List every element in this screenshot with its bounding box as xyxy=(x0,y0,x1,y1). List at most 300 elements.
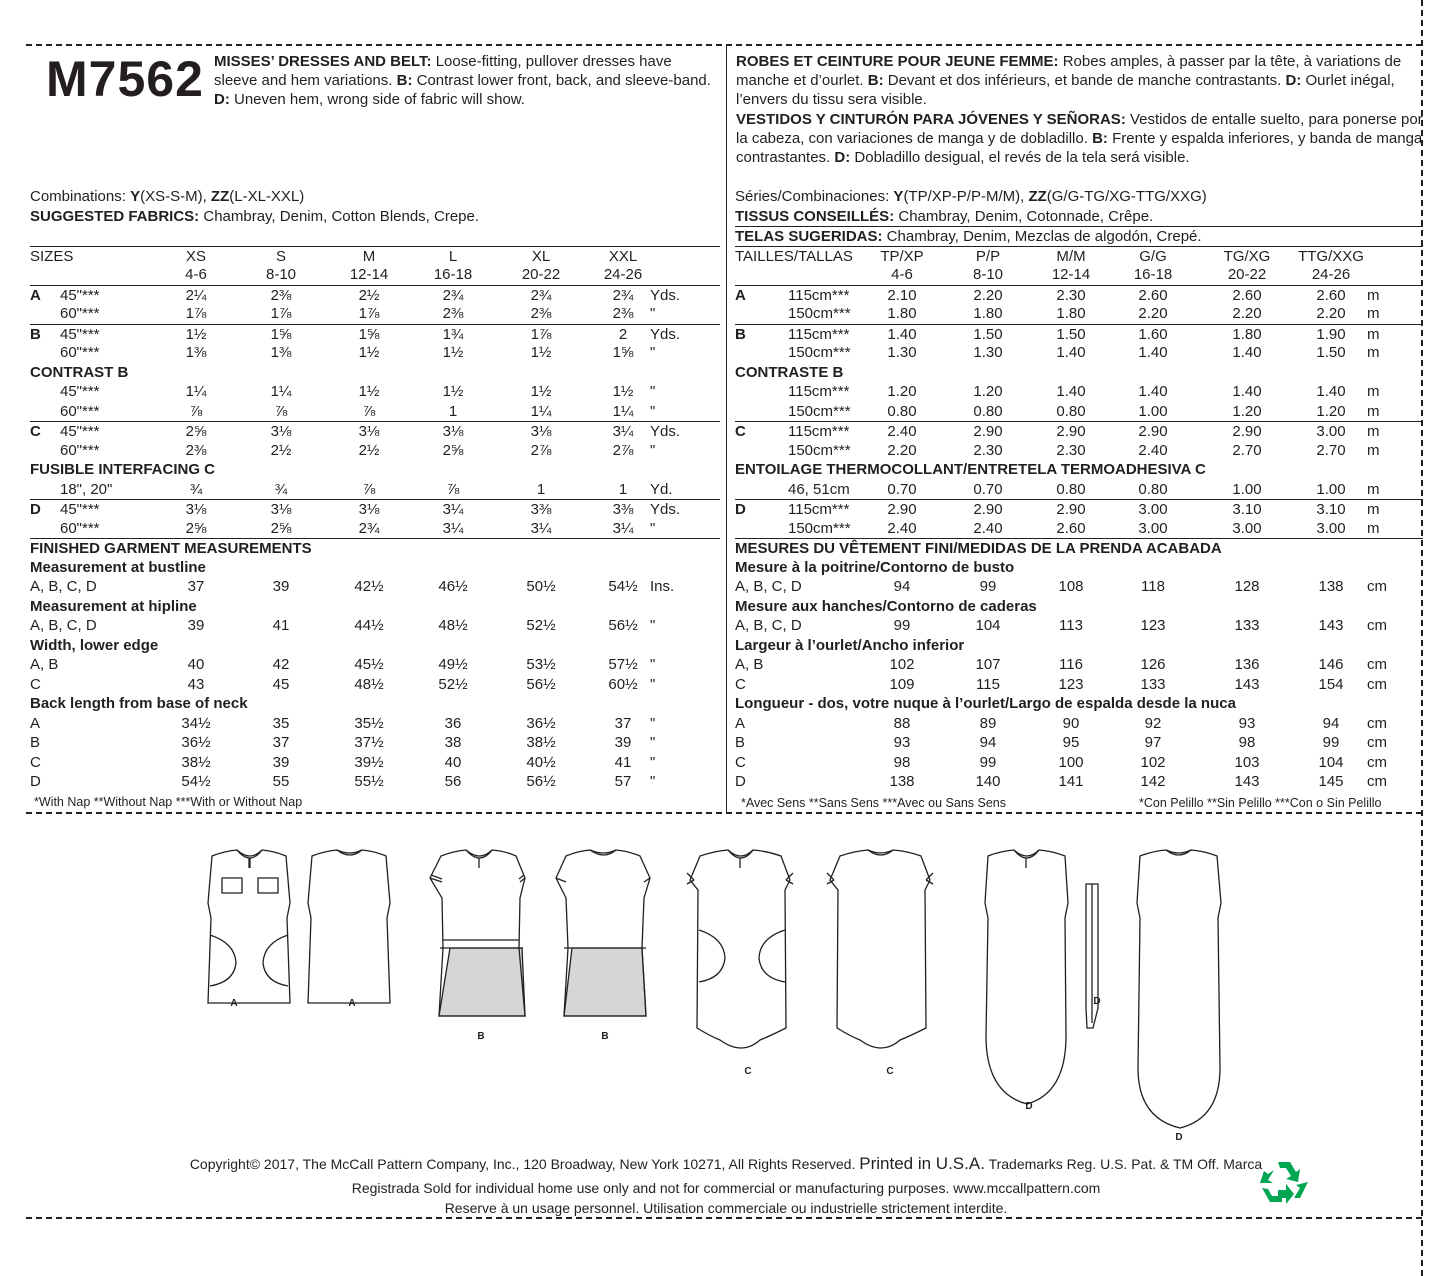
value-cell: 1.80 xyxy=(973,305,1003,322)
value-cell: 128 xyxy=(1234,578,1260,595)
table-row xyxy=(30,675,720,695)
table-row xyxy=(735,733,1423,753)
table-row xyxy=(735,616,1423,636)
view-label: D xyxy=(1025,1101,1033,1112)
section-heading: Back length from base of neck xyxy=(30,695,248,712)
value-cell: 46½ xyxy=(438,578,468,595)
view-d-back-drawing xyxy=(1137,850,1221,1128)
value-cell: 1½ xyxy=(442,344,464,361)
value-cell: 88 xyxy=(893,714,911,732)
table-row xyxy=(30,577,720,597)
fabric-width: 115cm*** xyxy=(788,383,850,400)
value-cell: 89 xyxy=(979,714,997,732)
value-cell: 2⅞ xyxy=(612,441,634,459)
value-cell: 99 xyxy=(893,617,911,634)
value-cell: 1½ xyxy=(185,325,207,343)
value-cell: 52½ xyxy=(438,675,468,693)
row-label: D xyxy=(735,773,746,790)
value-cell: 3¼ xyxy=(612,423,634,440)
value-cell: 1⅞ xyxy=(530,325,552,343)
view-label: A xyxy=(230,998,238,1009)
unit-cell: Yds. xyxy=(650,325,681,343)
value-cell: 1 xyxy=(618,480,628,498)
value-cell: 0.80 xyxy=(1138,480,1168,498)
section-heading: Width, lower edge xyxy=(30,636,159,654)
table-row xyxy=(30,187,720,207)
value-cell: 1.00 xyxy=(1316,480,1346,498)
value-cell: 1.40 xyxy=(1056,383,1086,400)
value-cell: 2⅞ xyxy=(530,441,552,459)
table-row xyxy=(30,460,720,480)
row-label: A xyxy=(735,714,746,732)
value-cell: 1 xyxy=(536,480,546,498)
value-cell: 39 xyxy=(272,578,290,595)
section-heading: Longueur - dos, votre nuque à l’ourlet/Largo de espalda desde la nuca xyxy=(735,695,1236,712)
value-cell: 4-6 xyxy=(891,266,913,283)
value-cell: 40 xyxy=(187,656,205,673)
value-cell: 1.20 xyxy=(1232,402,1262,420)
view-letter: B xyxy=(735,325,746,343)
value-cell: 1¾ xyxy=(442,325,464,343)
value-cell: 1½ xyxy=(530,383,552,400)
value-cell: 3⅛ xyxy=(358,501,380,518)
table-row xyxy=(735,421,1423,441)
value-cell: 3.00 xyxy=(1316,519,1346,537)
value-cell: 3.00 xyxy=(1232,519,1262,537)
value-cell: 2.30 xyxy=(973,441,1003,459)
value-cell: 16-18 xyxy=(1133,266,1173,283)
unit-cell: m xyxy=(1367,344,1380,361)
table-row xyxy=(30,363,720,383)
value-cell: 109 xyxy=(889,675,915,693)
table-row xyxy=(735,655,1423,675)
unit-cell: m xyxy=(1367,286,1380,304)
table-row xyxy=(735,304,1423,324)
value-cell: 3.10 xyxy=(1232,501,1262,518)
value-cell: M xyxy=(362,247,376,265)
value-cell: 1.50 xyxy=(973,325,1003,343)
value-cell: 2⅝ xyxy=(442,441,464,459)
view-a-back-drawing xyxy=(308,850,390,1003)
unit-cell: " xyxy=(650,714,656,732)
table-row xyxy=(30,499,720,519)
unit-cell: m xyxy=(1367,501,1380,518)
value-cell: TP/XP xyxy=(880,247,924,265)
unit-cell: Yds. xyxy=(650,286,681,304)
value-cell: 45 xyxy=(272,675,290,693)
table-row xyxy=(735,441,1423,461)
value-cell: 1.40 xyxy=(887,325,917,343)
value-cell: 2.40 xyxy=(887,519,917,537)
unit-cell: cm xyxy=(1367,753,1387,771)
value-cell: S xyxy=(275,247,287,265)
value-cell: 2⅝ xyxy=(270,519,292,537)
table-row xyxy=(30,402,720,422)
view-c-front-drawing xyxy=(687,850,793,1048)
value-cell: 3¼ xyxy=(442,519,464,537)
unit-cell: cm xyxy=(1367,578,1387,595)
value-cell: 0.70 xyxy=(887,480,917,498)
value-cell: 2¾ xyxy=(612,286,634,304)
value-cell: 94 xyxy=(893,578,911,595)
section-heading: CONTRAST B xyxy=(30,363,129,381)
view-label: D xyxy=(1175,1132,1183,1143)
value-cell: 1⅝ xyxy=(270,325,292,343)
value-cell: 133 xyxy=(1140,675,1166,693)
value-cell: ⅞ xyxy=(362,480,376,498)
value-cell: 34½ xyxy=(181,714,211,732)
value-cell: 123 xyxy=(1140,617,1166,634)
unit-cell: " xyxy=(650,675,656,693)
value-cell: 2¼ xyxy=(185,286,207,304)
table-row xyxy=(735,519,1423,539)
value-cell: 8-10 xyxy=(972,266,1004,283)
value-cell: 55½ xyxy=(354,773,384,790)
value-cell: 55 xyxy=(272,773,290,790)
value-cell: 1.40 xyxy=(1232,344,1262,361)
footnote-spanish: *Con Pelillo **Sin Pelillo ***Con o Sin Pelillo xyxy=(1139,796,1382,810)
footnote-english: *With Nap **Without Nap ***With or Without Nap xyxy=(34,795,303,809)
table-row xyxy=(30,441,720,461)
value-cell: 143 xyxy=(1234,675,1260,693)
value-cell: 1.40 xyxy=(1232,383,1262,400)
fabric-width: 45"*** xyxy=(60,383,100,400)
value-cell: 116 xyxy=(1059,656,1083,673)
value-cell: 2⅝ xyxy=(185,519,207,537)
unit-cell: " xyxy=(650,734,656,751)
fabrics-line: SUGGESTED FABRICS: Chambray, Denim, Cotton Blends, Crepe. xyxy=(30,207,480,225)
unit-cell: " xyxy=(650,344,656,361)
view-label: A xyxy=(348,998,356,1009)
value-cell: 1¼ xyxy=(612,402,634,420)
table-row xyxy=(735,363,1423,383)
value-cell: 95 xyxy=(1062,734,1080,751)
value-cell: 2.20 xyxy=(1316,305,1346,322)
value-cell: 8-10 xyxy=(265,266,297,283)
value-cell: 42½ xyxy=(354,578,384,595)
section-heading: Mesure aux hanches/Contorno de caderas xyxy=(735,597,1037,615)
value-cell: 2.20 xyxy=(1138,305,1168,322)
value-cell: 1⅝ xyxy=(358,325,380,343)
unit-cell: Yds. xyxy=(650,423,681,440)
value-cell: XL xyxy=(531,247,551,265)
fabric-width: 150cm*** xyxy=(788,344,851,361)
value-cell: 98 xyxy=(893,753,911,771)
value-cell: 3¼ xyxy=(612,519,634,537)
value-cell: 20-22 xyxy=(1227,266,1267,283)
value-cell: 108 xyxy=(1058,578,1084,595)
value-cell: 38 xyxy=(444,734,462,751)
value-cell: 41 xyxy=(272,617,290,634)
row-label: A, B, C, D xyxy=(735,578,802,595)
row-label: C xyxy=(735,753,746,771)
value-cell: 3⅛ xyxy=(270,423,292,440)
section-heading: CONTRASTE B xyxy=(735,363,844,381)
unit-cell: Ins. xyxy=(650,578,675,595)
value-cell: 36 xyxy=(444,714,462,732)
value-cell: 2.40 xyxy=(1138,441,1168,459)
value-cell: 36½ xyxy=(181,734,211,751)
value-cell: 123 xyxy=(1058,675,1084,693)
value-cell: 2½ xyxy=(358,441,380,459)
view-letter: A xyxy=(735,286,746,304)
copyright-line-2: Registrada Sold for individual home use only and not for commercial or manufacturing purposes. www.mccallpattern.com xyxy=(351,1180,1101,1196)
value-cell: 2.90 xyxy=(973,501,1003,518)
value-cell: 2⅜ xyxy=(185,441,207,459)
value-cell: 143 xyxy=(1318,617,1344,634)
fabric-width: 45"*** xyxy=(60,501,100,518)
row-label: C xyxy=(30,675,41,693)
unit-cell: Yds. xyxy=(650,501,681,518)
table-row xyxy=(735,324,1423,344)
fabric-width: 115cm*** xyxy=(788,501,850,518)
value-cell: 1.90 xyxy=(1316,325,1346,343)
value-cell: 38½ xyxy=(526,734,556,751)
unit-cell: m xyxy=(1367,423,1380,440)
value-cell: 1.80 xyxy=(1232,325,1262,343)
value-cell: 2.20 xyxy=(973,286,1003,304)
row-label: C xyxy=(735,675,746,693)
table-row xyxy=(30,246,720,266)
table-row xyxy=(30,480,720,500)
value-cell: 60½ xyxy=(608,675,638,693)
section-heading: Measurement at hipline xyxy=(30,597,197,615)
value-cell: 2.30 xyxy=(1056,286,1086,304)
value-cell: 3.10 xyxy=(1316,501,1346,518)
table-row xyxy=(735,187,1423,207)
row-label: A, B, C, D xyxy=(735,617,802,634)
view-b-front-drawing xyxy=(430,850,525,1016)
value-cell: 104 xyxy=(975,617,1001,634)
value-cell: 57½ xyxy=(608,656,638,673)
value-cell: 53½ xyxy=(526,656,556,673)
fabric-width: 18", 20" xyxy=(60,480,113,498)
value-cell: 48½ xyxy=(354,675,384,693)
table-row xyxy=(30,304,720,324)
table-row xyxy=(735,402,1423,422)
value-cell: 3⅛ xyxy=(270,501,292,518)
description-french: ROBES ET CEINTURE POUR JEUNE FEMME: Robes amples, à passer par la tête, à variations de manche et d’ourlet. B: Devant et dos inférieurs, et bande de manche contrastants. D: Ourlet inégal, l’envers du tissu sera visible. xyxy=(736,53,1402,108)
row-label: TAILLES/TALLAS xyxy=(735,247,853,265)
view-label: B xyxy=(477,1031,485,1042)
value-cell: 49½ xyxy=(438,656,468,673)
value-cell: 1½ xyxy=(442,383,464,400)
fabric-width: 60"*** xyxy=(60,402,100,420)
value-cell: 113 xyxy=(1059,617,1083,634)
value-cell: 1⅞ xyxy=(185,305,207,322)
value-cell: 3⅛ xyxy=(185,501,207,518)
value-cell: 12-14 xyxy=(349,266,389,283)
value-cell: 37 xyxy=(614,714,632,732)
value-cell: 39 xyxy=(614,734,632,751)
value-cell: 1.00 xyxy=(1232,480,1262,498)
value-cell: 36½ xyxy=(526,714,556,732)
value-cell: 2¾ xyxy=(442,286,464,304)
value-cell: 2⅜ xyxy=(270,286,292,304)
middle-dashed-divider xyxy=(26,812,1422,814)
view-letter: D xyxy=(735,501,746,518)
table-row xyxy=(735,285,1423,305)
value-cell: 133 xyxy=(1234,617,1260,634)
value-cell: 99 xyxy=(979,753,997,771)
view-c-back-drawing xyxy=(827,850,933,1048)
value-cell: 1⅞ xyxy=(358,305,380,322)
description-english: MISSES’ DRESSES AND BELT: Loose-fitting, pullover dresses have sleeve and hem variations. B: Contrast lower front, back, and sleeve-band. D: Uneven hem, wrong side of fabric will show. xyxy=(214,53,711,108)
unit-cell: " xyxy=(650,773,656,790)
value-cell: 141 xyxy=(1058,773,1084,790)
table-row xyxy=(30,694,720,714)
value-cell: 35 xyxy=(272,714,290,732)
table-row xyxy=(30,636,720,656)
table-row xyxy=(735,246,1423,266)
fabric-width: 115cm*** xyxy=(788,286,850,304)
unit-cell: " xyxy=(650,383,656,400)
value-cell: 2⅜ xyxy=(530,305,552,322)
value-cell: 102 xyxy=(889,656,915,673)
value-cell: XS xyxy=(185,247,207,265)
table-row xyxy=(30,733,720,753)
value-cell: 2.40 xyxy=(887,423,917,440)
value-cell: 41 xyxy=(614,753,632,771)
table-row xyxy=(735,207,1423,227)
value-cell: 107 xyxy=(975,656,1001,673)
value-cell: 94 xyxy=(1322,714,1340,732)
value-cell: 38½ xyxy=(181,753,211,771)
value-cell: 2.40 xyxy=(973,519,1003,537)
value-cell: 56½ xyxy=(608,617,638,634)
value-cell: 115 xyxy=(976,675,1000,693)
fabric-width: 150cm*** xyxy=(788,402,851,420)
unit-cell: Yd. xyxy=(650,480,673,498)
value-cell: 145 xyxy=(1318,773,1344,790)
value-cell: 102 xyxy=(1140,753,1166,771)
pattern-number: M7562 xyxy=(46,51,204,107)
value-cell: ¾ xyxy=(189,480,203,498)
fabric-width: 115cm*** xyxy=(788,423,850,440)
row-label: A, B xyxy=(735,656,764,673)
table-row xyxy=(735,714,1423,734)
value-cell: 93 xyxy=(893,734,911,751)
unit-cell: " xyxy=(650,753,656,771)
value-cell: 92 xyxy=(1144,714,1162,732)
value-cell: TG/XG xyxy=(1223,247,1271,265)
value-cell: 3.00 xyxy=(1138,519,1168,537)
unit-cell: m xyxy=(1367,519,1380,537)
table-row xyxy=(30,753,720,773)
value-cell: 4-6 xyxy=(185,266,207,283)
table-row xyxy=(30,538,720,558)
value-cell: ⅞ xyxy=(189,402,203,420)
table-row xyxy=(30,714,720,734)
value-cell: 3.00 xyxy=(1316,423,1346,440)
fabric-width: 60"*** xyxy=(60,344,100,361)
table-row xyxy=(735,480,1423,500)
value-cell: 0.80 xyxy=(973,402,1003,420)
value-cell: 54½ xyxy=(181,773,211,790)
value-cell: M/M xyxy=(1056,247,1086,265)
view-letter: A xyxy=(30,286,41,304)
value-cell: 1¼ xyxy=(185,383,207,400)
value-cell: 2⅜ xyxy=(612,305,634,322)
unit-cell: m xyxy=(1367,402,1380,420)
fabric-width: 60"*** xyxy=(60,305,100,322)
unit-cell: m xyxy=(1367,325,1380,343)
garment-illustrations xyxy=(180,818,1260,1148)
unit-cell: cm xyxy=(1367,617,1387,634)
table-row xyxy=(735,499,1423,519)
value-cell: 142 xyxy=(1140,773,1166,790)
view-letter: D xyxy=(30,501,41,518)
table-row xyxy=(735,382,1423,402)
value-cell: 90 xyxy=(1062,714,1080,732)
row-label: B xyxy=(735,734,746,751)
combinations-line: Combinations: Y(XS-S-M), ZZ(L-XL-XXL) xyxy=(30,188,305,205)
section-heading: FINISHED GARMENT MEASUREMENTS xyxy=(30,540,312,557)
value-cell: 93 xyxy=(1238,714,1256,732)
value-cell: 50½ xyxy=(526,578,556,595)
value-cell: 56 xyxy=(444,773,462,790)
value-cell: 2¾ xyxy=(530,286,552,304)
value-cell: 3¼ xyxy=(530,519,552,537)
value-cell: L xyxy=(448,247,458,265)
value-cell: 42 xyxy=(272,656,290,673)
value-cell: 2.10 xyxy=(887,286,917,304)
table-row xyxy=(735,772,1423,792)
table-row xyxy=(30,324,720,344)
value-cell: 1.60 xyxy=(1138,325,1168,343)
value-cell: 12-14 xyxy=(1051,266,1091,283)
value-cell: 140 xyxy=(975,773,1001,790)
table-row xyxy=(30,519,720,539)
value-cell: 1.80 xyxy=(1056,305,1086,322)
value-cell: ¾ xyxy=(274,480,288,498)
table-row xyxy=(30,421,720,441)
fabric-width: 45"*** xyxy=(60,325,100,343)
section-heading: ENTOILAGE THERMOCOLLANT/ENTRETELA TERMOADHESIVA C xyxy=(735,461,1206,478)
value-cell: 2.90 xyxy=(1232,423,1262,440)
unit-cell: " xyxy=(650,402,656,420)
table-row xyxy=(735,265,1423,285)
value-cell: 0.70 xyxy=(973,480,1003,498)
value-cell: 2.90 xyxy=(887,501,917,518)
table-row xyxy=(30,655,720,675)
value-cell: 98 xyxy=(1238,734,1256,751)
footnote-french: *Avec Sens **Sans Sens ***Avec ou Sans Sens xyxy=(741,796,1006,810)
fabric-width: 150cm*** xyxy=(788,441,851,459)
value-cell: 2.90 xyxy=(1138,423,1168,440)
value-cell: 16-18 xyxy=(433,266,473,283)
value-cell: 2.90 xyxy=(973,423,1003,440)
value-cell: 103 xyxy=(1234,753,1260,771)
value-cell: 154 xyxy=(1318,675,1344,693)
row-label: A xyxy=(30,714,41,732)
unit-cell: m xyxy=(1367,383,1380,400)
fabrics-line: TELAS SUGERIDAS: Chambray, Denim, Mezclas de algodón, Crepé. xyxy=(735,228,1202,245)
value-cell: 2.60 xyxy=(1316,286,1346,304)
row-label: SIZES xyxy=(30,247,74,265)
value-cell: 3⅛ xyxy=(530,423,552,440)
fabric-width: 46, 51cm xyxy=(788,480,850,498)
value-cell: 138 xyxy=(889,773,915,790)
view-label: C xyxy=(886,1066,894,1077)
value-cell: 2.70 xyxy=(1316,441,1346,459)
fabric-width: 115cm*** xyxy=(788,325,850,343)
value-cell: 146 xyxy=(1318,656,1344,673)
unit-cell: " xyxy=(650,441,656,459)
view-b-back-drawing xyxy=(556,850,650,1016)
value-cell: 2.30 xyxy=(1056,441,1086,459)
table-row xyxy=(735,694,1423,714)
